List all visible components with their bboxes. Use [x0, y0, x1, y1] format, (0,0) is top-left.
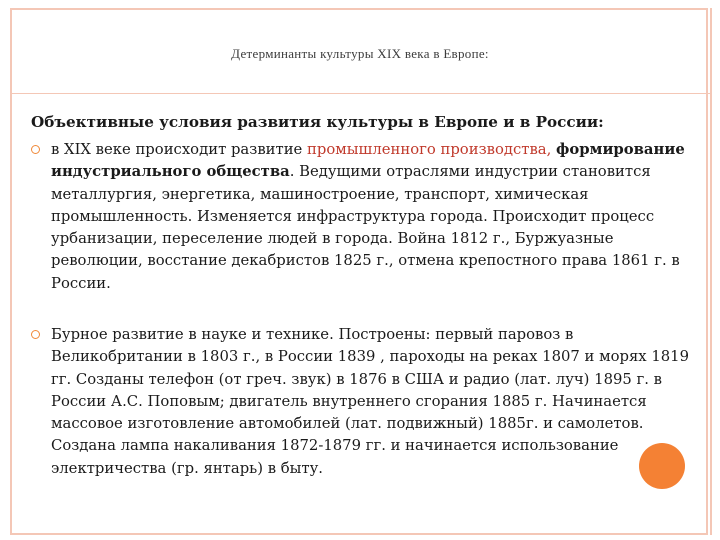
- bullet-text-intro: в XIX веке происходит развитие: [51, 141, 308, 158]
- highlight-text: промышленного производства,: [307, 141, 552, 158]
- decorative-circle: [639, 443, 685, 489]
- slide-subtitle: Объективные условия развития культуры в Европе и в России:: [31, 113, 604, 131]
- circle-bullet-icon: [31, 330, 40, 339]
- slide-frame-right-edge: [706, 8, 712, 535]
- title-divider: [10, 93, 710, 94]
- bold-text: формирование индустриального общества: [51, 141, 685, 181]
- circle-bullet-icon: [31, 145, 40, 154]
- bullet-text: Бурное развитие в науке и технике. Построены: первый паровоз в Великобритании в 1803 г., в России 1839 , пароходы на реках 1807 и морях 1819 гг. Созданы телефон (от греч. звук) в 1876 в США и радио (лат. луч) 1895 г. в России А.С. Поповым; двигатель внутреннего сгорания 1885 г. Начинается массовое изготовление автомобилей (лат. подвижный) 1885г. и самолетов. Создана лампа накаливания 1872-1879 гг. и начинается использование электричества (гр. янтарь) в быту.: [51, 326, 690, 477]
- slide-title: Детерминанты культуры XIX века в Европе:: [231, 46, 489, 61]
- bullet-text: [51, 139, 695, 295]
- bullet-text-body: . Ведущими отраслями индустрии становится металлургия, энергетика, машиностроение, транспорт, химическая промышленность. Изменяется инфраструктура города. Происходит процесс урбанизации, переселение людей в города. Война 1812 г., Буржуазные революции, восстание декабристов 1825 г., отмена крепостного права 1861 г. в России.: [51, 163, 680, 292]
